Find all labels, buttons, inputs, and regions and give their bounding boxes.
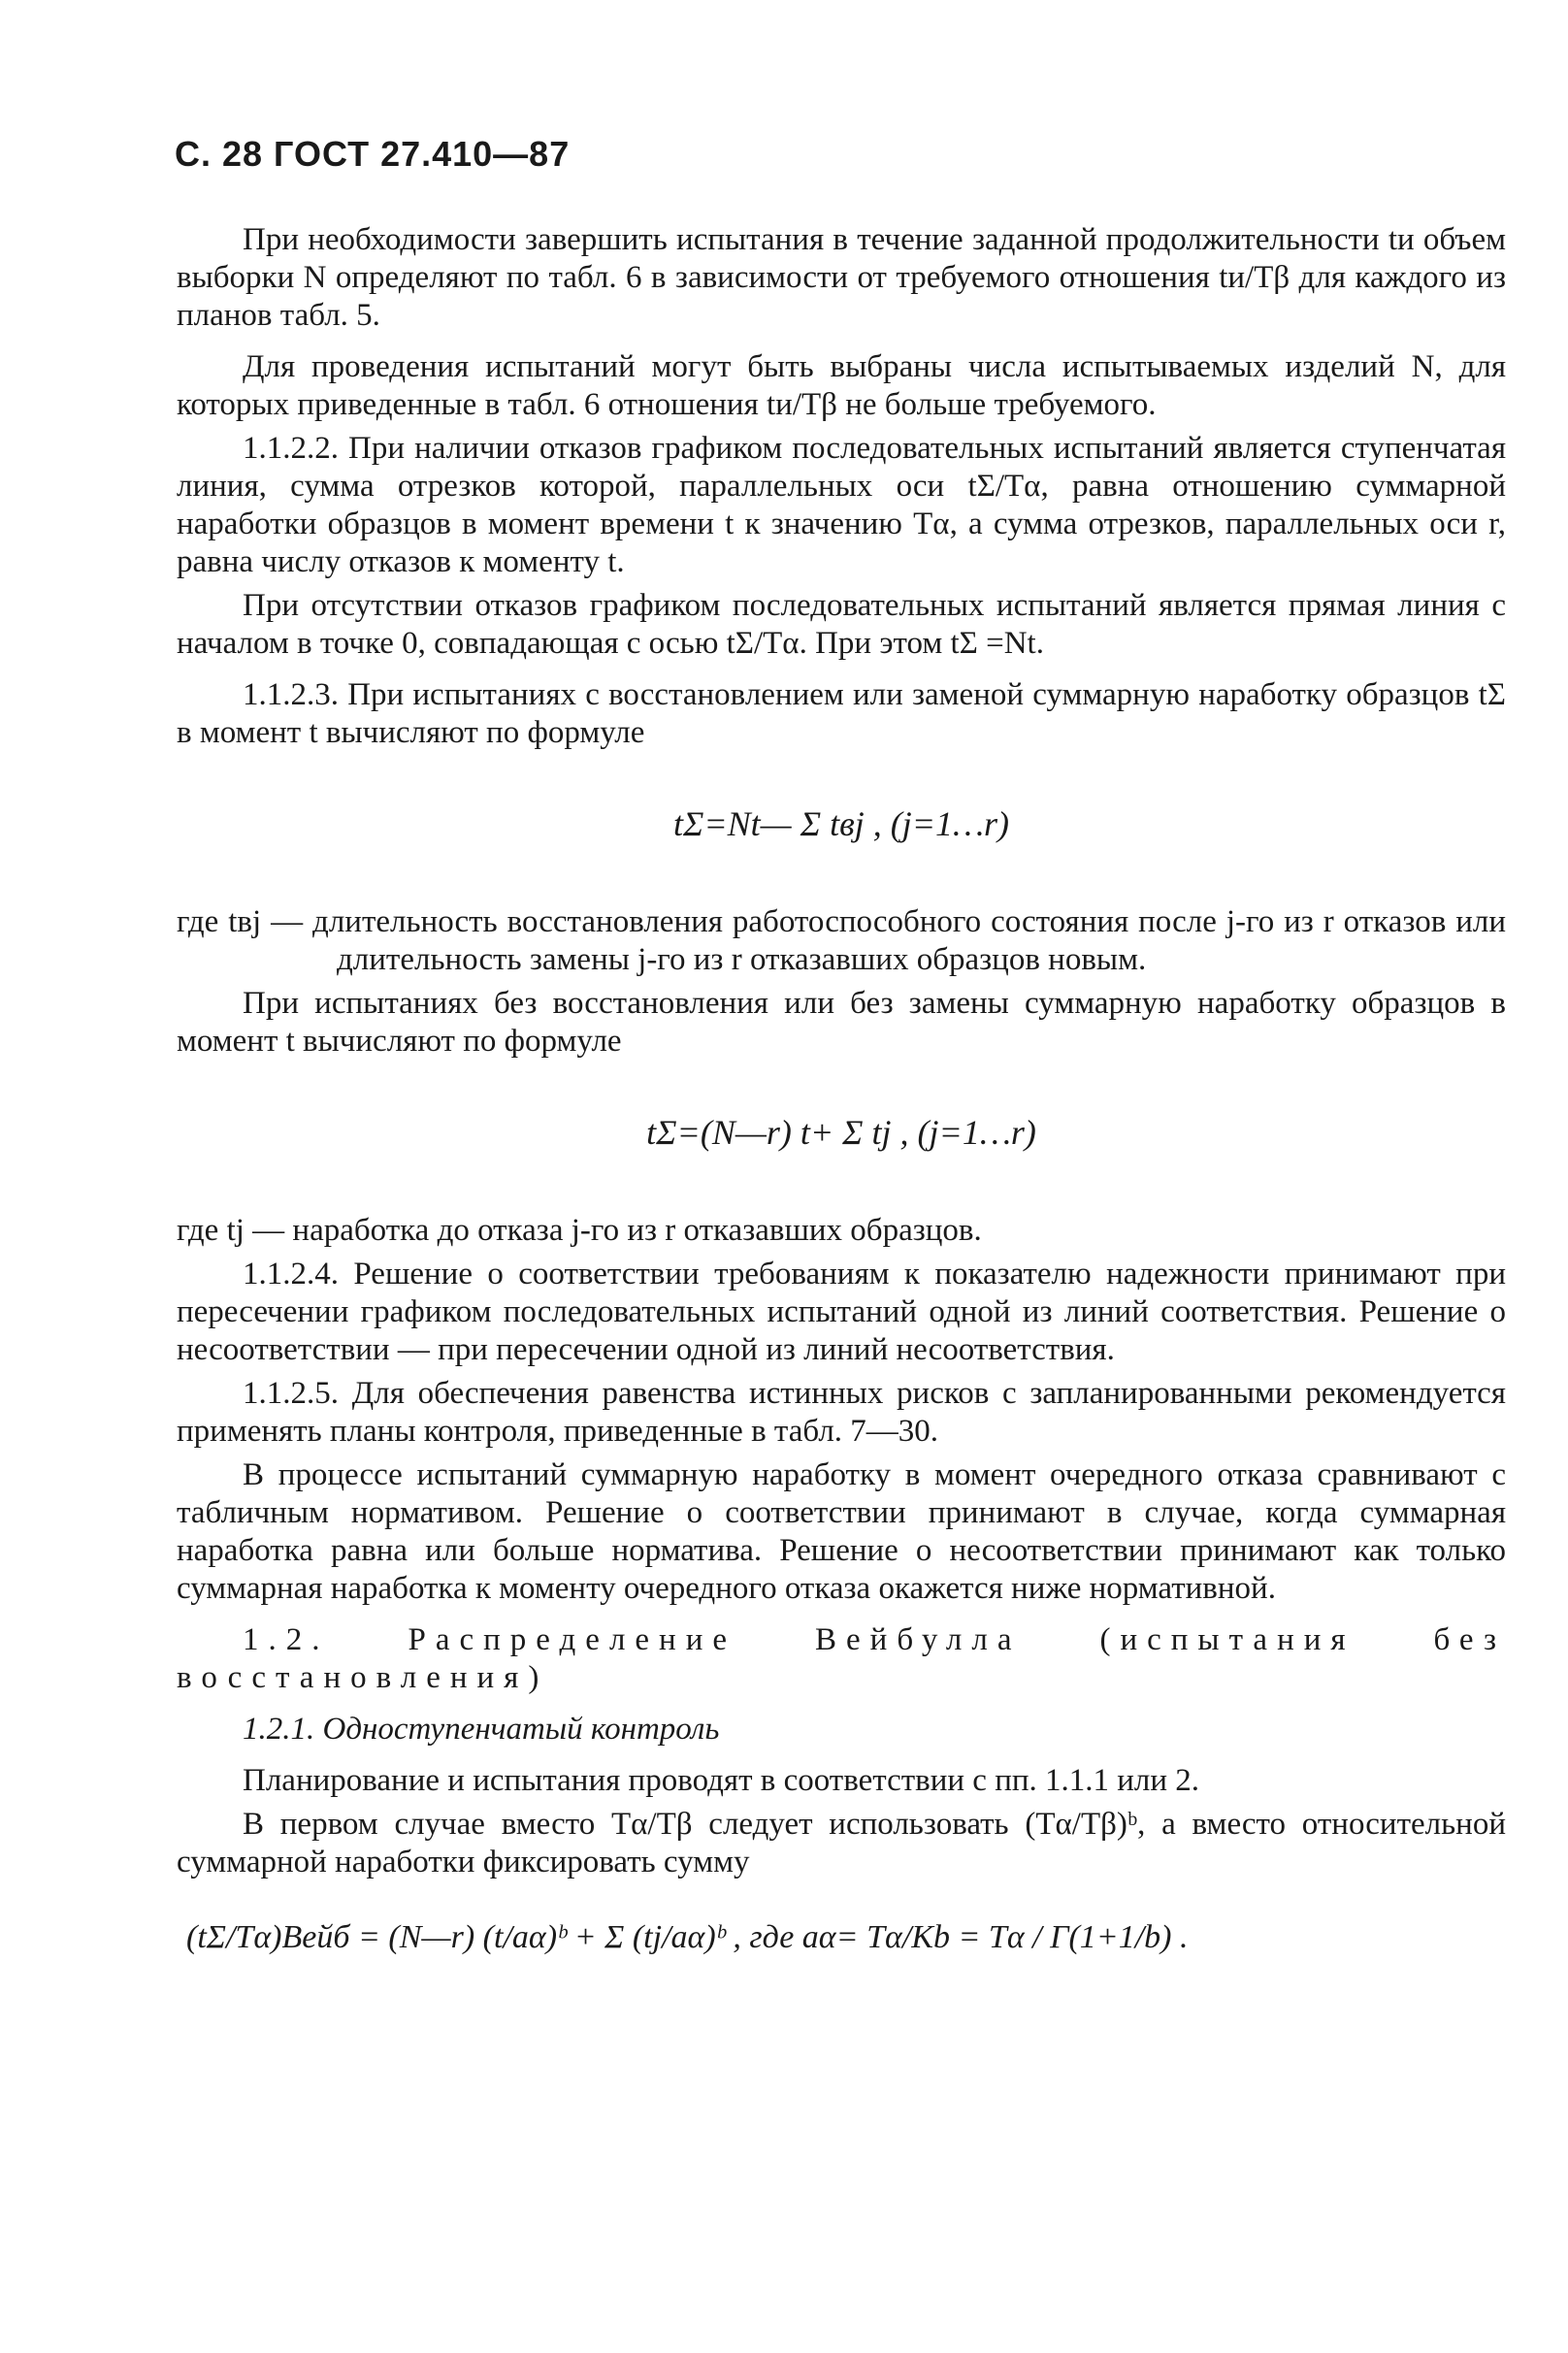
paragraph: При необходимости завершить испытания в течение заданной продолжительности tи объем выборки N определяют по табл. 6 в зависимости от требуемого отношения tи/Tβ для каждого из планов табл. 5. [177,222,1506,333]
section-title: 1.2. Распределение Вейбулла (испытания без восстановления) [177,1622,1506,1695]
paragraph: 1.1.2.3. При испытаниях с восстановлением или заменой суммарную наработку образцов tΣ в момент t вычисляют по формуле [177,677,1506,750]
page-header: С. 28 ГОСТ 27.410—87 [175,134,571,174]
paragraph: При отсутствии отказов графиком последовательных испытаний является прямая линия с началом в точке 0, совпадающая с осью tΣ/Tα. При этом tΣ =Nt. [177,588,1506,661]
formula-total-operating-time-restored: tΣ=Nt— Σ tвj , (j=1…r) [672,804,1010,843]
paragraph: В процессе испытаний суммарную наработку в момент очередного отказа сравнивают с табличным нормативом. Решение о соответствии принимают в случае, когда суммарная наработка равна или больше норматива. Решение о несоответствии принимают как только суммарная наработка к моменту очередного отказа окажется ниже нормативной. [177,1457,1506,1606]
paragraph: Планирование и испытания проводят в соответствии с пп. 1.1.1 или 2. [243,1763,1200,1798]
paragraph: В первом случае вместо Tα/Tβ следует использовать (Tα/Tβ)ᵇ, а вместо относительной суммарной наработки фиксировать сумму [177,1807,1506,1879]
document-body [177,221,1506,1959]
formula-total-operating-time-not-restored: tΣ=(N—r) t+ Σ tj , (j=1…r) [646,1113,1036,1152]
paragraph: 1.1.2.4. Решение о соответствии требованиям к показателю надежности принимают при пересечении графиком последовательных испытаний одной из линий соответствия. Решение о несоответствии — при пересечении одной из линий несоответствия. [177,1257,1506,1367]
paragraph: Для проведения испытаний могут быть выбраны числа испытываемых изделий N, для которых приведенные в табл. 6 отношения tи/Tβ не больше требуемого. [177,349,1506,422]
paragraph: где tj — наработка до отказа j-го из r отказавших образцов. [177,1213,982,1248]
paragraph: где tвj — длительность восстановления работоспособного состояния после j-го из r отказов или длительность замены j-го из r отказавших образцов новым. [177,904,1506,977]
formula-weibull-sum: (tΣ/Tα)Вейб = (N—r) (t/aα)ᵇ + Σ (tj/aα)ᵇ , где aα= Tα/Kb = Tα / Γ(1+1/b) . [186,1919,1189,1955]
paragraph: 1.1.2.2. При наличии отказов графиком последовательных испытаний является ступенчатая линия, сумма отрезков которой, параллельных оси tΣ/Tα, равна отношению суммарной наработки образцов в момент времени t к значению Tα, а сумма отрезков, параллельных оси r, равна числу отказов к моменту t. [177,431,1506,579]
subsection-title: 1.2.1. Одноступенчатый контроль [243,1712,720,1747]
paragraph: При испытаниях без восстановления или без замены суммарную наработку образцов в момент t вычисляют по формуле [177,986,1506,1059]
paragraph: 1.1.2.5. Для обеспечения равенства истинных рисков с запланированными рекомендуется применять планы контроля, приведенные в табл. 7—30. [177,1376,1506,1449]
